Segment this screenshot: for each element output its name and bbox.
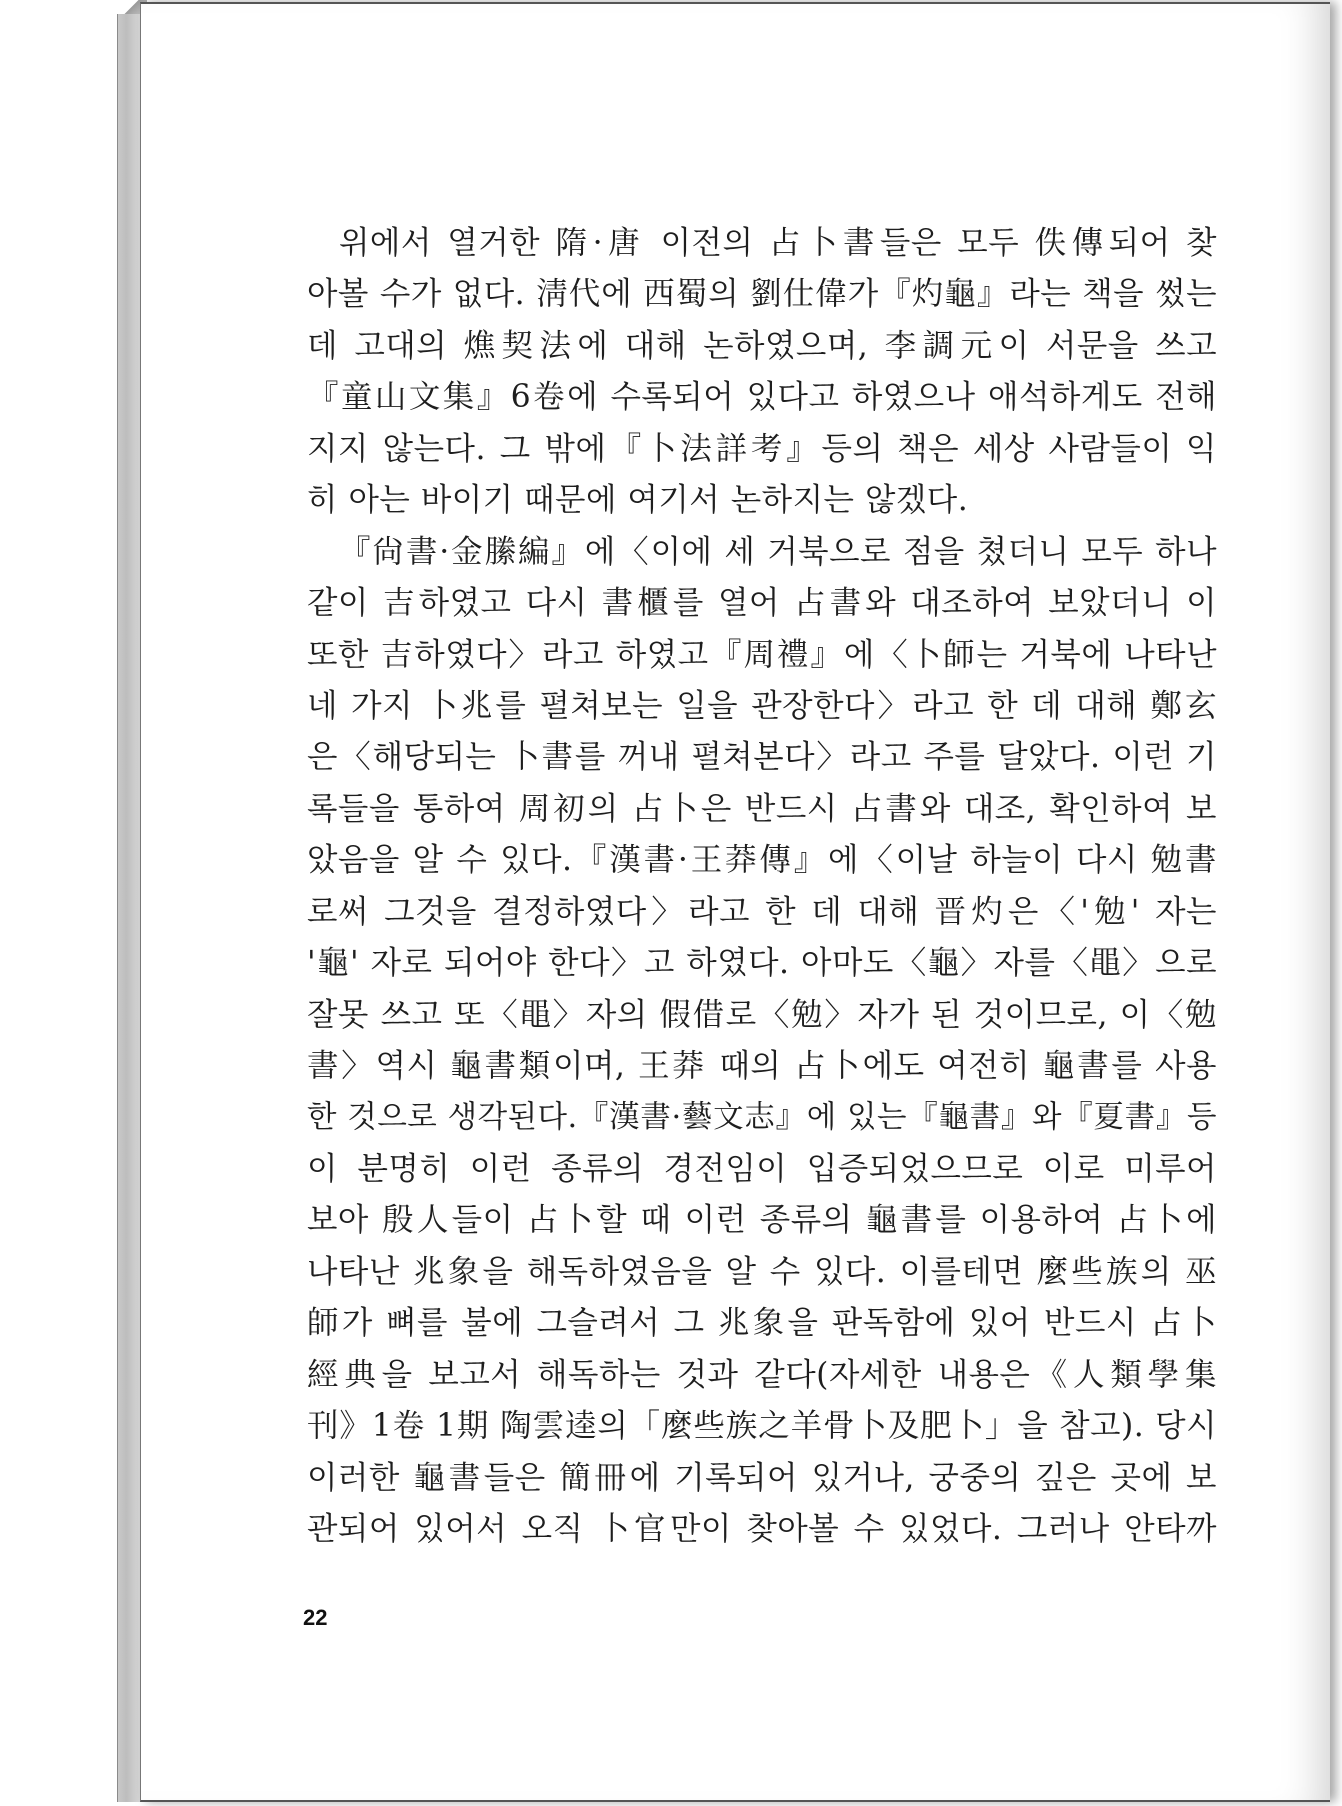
text-line: 『童山文集』6卷에 수록되어 있다고 하였으나 애석하게도 전해 <box>307 379 1217 416</box>
text-line: 히 아는 바이기 때문에 여기서 논하지는 않겠다. <box>307 482 969 519</box>
body-text <box>307 218 1217 1555</box>
text-line: 刊》1卷 1期 陶雲逵의「麼些族之羊骨卜及肥卜」을 참고). 당시 <box>307 1408 1217 1445</box>
text-line: 이 분명히 이런 종류의 경전임이 입증되었으므로 이로 미루어 <box>307 1150 1217 1187</box>
text-line: 書〉역시 龜書類이며, 王莽 때의 占卜에도 여전히 龜書를 사용 <box>307 1048 1217 1084</box>
text-line: 지지 않는다. 그 밖에『卜法詳考』등의 책은 세상 사람들이 익 <box>307 430 1217 467</box>
text-line: 나타난 兆象을 해독하였음을 알 수 있다. 이를테면 麼些族의 巫 <box>307 1253 1217 1290</box>
text-line: 經典을 보고서 해독하는 것과 같다(자세한 내용은《人類學集 <box>307 1356 1217 1393</box>
text-line: 보아 殷人들이 占卜할 때 이런 종류의 龜書를 이용하여 占卜에 <box>307 1202 1217 1239</box>
text-line: '龜' 자로 되어야 한다〉고 하였다. 아마도〈龜〉자를〈黽〉으로 <box>307 945 1217 982</box>
text-line: 師가 뼈를 불에 그슬려서 그 兆象을 판독함에 있어 반드시 占卜 <box>307 1305 1217 1342</box>
text-line: 관되어 있어서 오직 卜官만이 찾아볼 수 있었다. 그러나 안타까 <box>307 1510 1217 1547</box>
text-line: 데 고대의 燋契法에 대해 논하였으며, 李調元이 서문을 쓰고 <box>307 327 1217 364</box>
text-line: 록들을 통하여 周初의 占卜은 반드시 占書와 대조, 확인하여 보 <box>307 790 1217 827</box>
text-line: 또한 吉하였다〉라고 하였고『周禮』에〈卜師는 거북에 나타난 <box>307 636 1217 673</box>
text-line: 이러한 龜書들은 簡冊에 기록되어 있거나, 궁중의 깊은 곳에 보 <box>307 1459 1217 1496</box>
text-line: 은〈해당되는 卜書를 꺼내 펼쳐본다〉라고 주를 달았다. 이런 기 <box>307 739 1217 776</box>
text-line: 로써 그것을 결정하였다〉라고 한 데 대해 晋灼은〈'勉' 자는 <box>307 893 1217 930</box>
text-line: 아볼 수가 없다. 淸代에 西蜀의 劉仕偉가『灼龜』라는 책을 썼는 <box>307 276 1217 313</box>
book-spine-edge <box>117 2 142 1802</box>
text-line: 위에서 열거한 隋·唐 이전의 占卜書들은 모두 佚傳되어 찾 <box>339 225 1217 261</box>
text-line: 같이 吉하였고 다시 書櫃를 열어 占書와 대조하여 보았더니 이 <box>307 585 1217 622</box>
text-line: 았음을 알 수 있다.『漢書·王莽傳』에〈이날 하늘이 다시 勉書 <box>307 842 1217 879</box>
text-line: 잘못 쓰고 또〈黽〉자의 假借로〈勉〉자가 된 것이므로, 이〈勉 <box>307 996 1217 1033</box>
text-line: 한 것으로 생각된다.『漢書·藝文志』에 있는『龜書』와『夏書』등 <box>307 1100 1217 1136</box>
page-number: 22 <box>303 1605 328 1630</box>
text-line: 네 가지 卜兆를 펼쳐보는 일을 관장한다〉라고 한 데 대해 鄭玄 <box>307 687 1217 724</box>
text-line: 『尙書·金縢編』에〈이에 세 거북으로 점을 쳤더니 모두 하나 <box>339 533 1217 570</box>
